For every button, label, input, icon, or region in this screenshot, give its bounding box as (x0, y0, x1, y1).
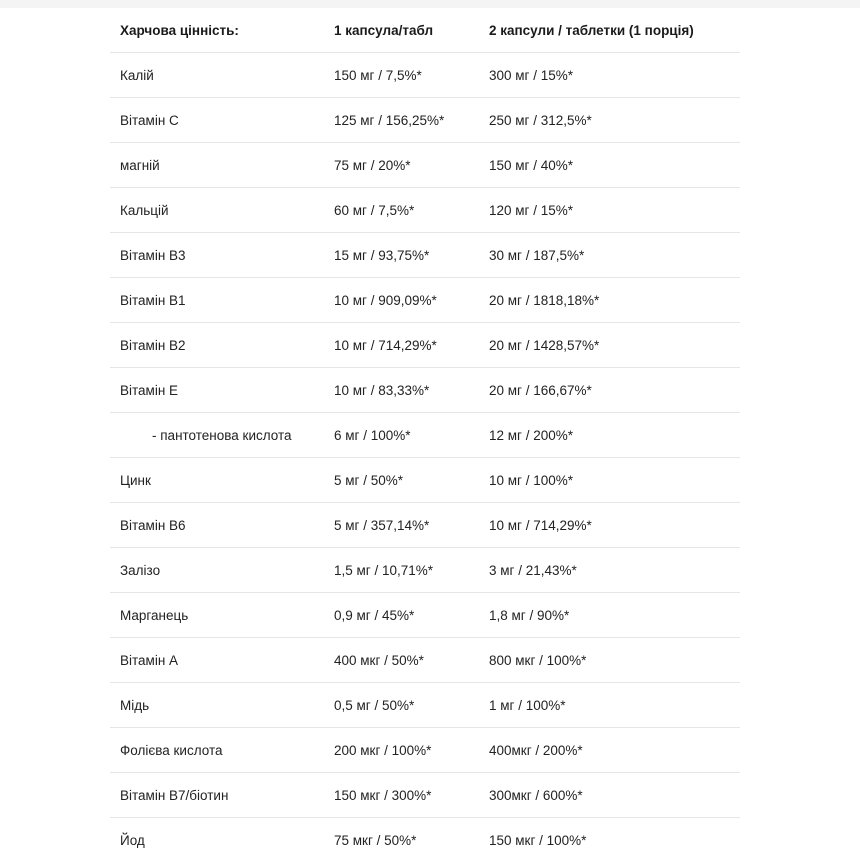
nutrient-name: Вітамін В7/біотин (110, 773, 324, 818)
value-per-serving: 12 мг / 200%* (479, 413, 740, 458)
value-per-one: 150 мг / 7,5%* (324, 53, 479, 98)
value-per-serving: 20 мг / 1818,18%* (479, 278, 740, 323)
value-per-serving: 10 мг / 714,29%* (479, 503, 740, 548)
value-per-one: 10 мг / 714,29%* (324, 323, 479, 368)
nutrient-name: Вітамін В6 (110, 503, 324, 548)
value-per-serving: 1,8 мг / 90%* (479, 593, 740, 638)
value-per-serving: 3 мг / 21,43%* (479, 548, 740, 593)
nutrient-name: Вітамін В1 (110, 278, 324, 323)
header-nutrient: Харчова цінність: (110, 8, 324, 53)
value-per-one: 0,9 мг / 45%* (324, 593, 479, 638)
value-per-serving: 150 мкг / 100%* (479, 818, 740, 862)
table-row (110, 323, 740, 368)
table-row (110, 143, 740, 188)
value-per-one: 400 мкг / 50%* (324, 638, 479, 683)
nutrient-name: магній (110, 143, 324, 188)
value-per-serving: 1 мг / 100%* (479, 683, 740, 728)
value-per-one: 75 мкг / 50%* (324, 818, 479, 862)
nutrient-name: Залізо (110, 548, 324, 593)
value-per-serving: 20 мг / 166,67%* (479, 368, 740, 413)
table-row (110, 458, 740, 503)
value-per-serving: 20 мг / 1428,57%* (479, 323, 740, 368)
value-per-serving: 120 мг / 15%* (479, 188, 740, 233)
value-per-one: 5 мг / 357,14%* (324, 503, 479, 548)
table-row (110, 773, 740, 818)
nutrient-name: Вітамін Е (110, 368, 324, 413)
nutrient-name-sub: - пантотенова кислота (110, 413, 324, 458)
table-row (110, 413, 740, 458)
table-row (110, 728, 740, 773)
value-per-one: 150 мкг / 300%* (324, 773, 479, 818)
value-per-serving: 10 мг / 100%* (479, 458, 740, 503)
nutrient-name: Вітамін В3 (110, 233, 324, 278)
value-per-serving: 30 мг / 187,5%* (479, 233, 740, 278)
value-per-serving: 250 мг / 312,5%* (479, 98, 740, 143)
table-row (110, 503, 740, 548)
header-row (110, 8, 740, 53)
value-per-one: 75 мг / 20%* (324, 143, 479, 188)
value-per-serving: 300мкг / 600%* (479, 773, 740, 818)
nutrition-table (110, 8, 740, 862)
value-per-one: 15 мг / 93,75%* (324, 233, 479, 278)
value-per-one: 200 мкг / 100%* (324, 728, 479, 773)
table-row (110, 368, 740, 413)
table-header (110, 8, 740, 53)
value-per-one: 60 мг / 7,5%* (324, 188, 479, 233)
value-per-one: 10 мг / 83,33%* (324, 368, 479, 413)
table-row (110, 683, 740, 728)
header-per-one: 1 капсула/табл (324, 8, 479, 53)
value-per-one: 10 мг / 909,09%* (324, 278, 479, 323)
value-per-serving: 300 мг / 15%* (479, 53, 740, 98)
nutrient-name: Марганець (110, 593, 324, 638)
value-per-one: 125 мг / 156,25%* (324, 98, 479, 143)
nutrient-name: Йод (110, 818, 324, 862)
value-per-one: 5 мг / 50%* (324, 458, 479, 503)
nutrient-name: Цинк (110, 458, 324, 503)
top-strip (0, 0, 860, 8)
table-row (110, 188, 740, 233)
table-row (110, 278, 740, 323)
nutrient-name: Фолієва кислота (110, 728, 324, 773)
nutrient-name: Мідь (110, 683, 324, 728)
table-body (110, 53, 740, 862)
table-row (110, 548, 740, 593)
value-per-serving: 800 мкг / 100%* (479, 638, 740, 683)
header-per-serving: 2 капсули / таблетки (1 порція) (479, 8, 740, 53)
nutrient-name: Кальцій (110, 188, 324, 233)
value-per-one: 1,5 мг / 10,71%* (324, 548, 479, 593)
value-per-one: 0,5 мг / 50%* (324, 683, 479, 728)
table-row (110, 233, 740, 278)
nutrient-name: Калій (110, 53, 324, 98)
table-row (110, 818, 740, 862)
table-row (110, 593, 740, 638)
table-row (110, 638, 740, 683)
table-row (110, 98, 740, 143)
nutrient-name: Вітамін А (110, 638, 324, 683)
value-per-serving: 150 мг / 40%* (479, 143, 740, 188)
value-per-one: 6 мг / 100%* (324, 413, 479, 458)
nutrient-name: Вітамін С (110, 98, 324, 143)
value-per-serving: 400мкг / 200%* (479, 728, 740, 773)
table-row (110, 53, 740, 98)
nutrient-name: Вітамін В2 (110, 323, 324, 368)
